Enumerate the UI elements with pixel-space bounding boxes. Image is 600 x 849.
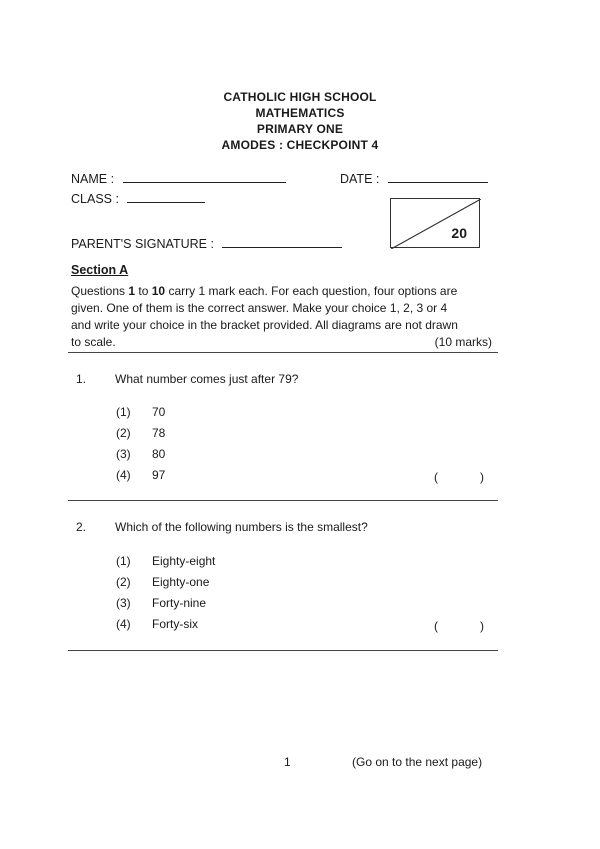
question-text: What number comes just after 79? xyxy=(115,372,299,386)
date-field xyxy=(340,171,488,187)
answer-bracket[interactable] xyxy=(434,619,484,633)
bracket-close: ) xyxy=(480,470,484,484)
class-label: CLASS : xyxy=(71,192,119,206)
instr-bold-end: 10 xyxy=(151,284,166,298)
bracket-open: ( xyxy=(434,619,438,633)
question-text: Which of the following numbers is the smallest? xyxy=(115,520,368,534)
signature-field xyxy=(71,236,342,252)
option-label: (2) xyxy=(116,575,131,589)
section-instructions xyxy=(71,283,496,351)
option-2[interactable] xyxy=(116,575,209,589)
test-title: AMODES : CHECKPOINT 4 xyxy=(221,138,379,152)
date-label: DATE : xyxy=(340,172,380,186)
score-box xyxy=(390,198,480,248)
option-text: Forty-nine xyxy=(152,596,207,610)
school-name: CATHOLIC HIGH SCHOOL xyxy=(223,90,377,104)
class-field xyxy=(71,191,205,207)
instructions-line-1 xyxy=(71,283,496,300)
instr-text: Questions xyxy=(71,284,129,298)
bracket-open: ( xyxy=(434,470,438,484)
answer-bracket[interactable] xyxy=(434,470,484,484)
level-title: PRIMARY ONE xyxy=(256,122,344,136)
option-text: Forty-six xyxy=(152,617,198,631)
option-label: (3) xyxy=(116,596,131,610)
option-text: Eighty-eight xyxy=(152,554,216,568)
option-1[interactable] xyxy=(116,405,165,419)
question-number: 2. xyxy=(76,520,87,534)
divider xyxy=(68,650,498,651)
section-marks: (10 marks) xyxy=(434,335,492,349)
option-text: Eighty-one xyxy=(152,575,210,589)
class-blank[interactable] xyxy=(127,191,205,203)
instructions-line-4: to scale. xyxy=(71,335,116,349)
instructions-line-3: and write your choice in the bracket provided. All diagrams are not drawn xyxy=(71,318,458,332)
option-label: (4) xyxy=(116,617,131,631)
divider xyxy=(68,352,498,353)
date-blank[interactable] xyxy=(388,171,488,183)
instr-bold-start: 1 xyxy=(128,284,136,298)
option-label: (3) xyxy=(116,447,131,461)
exam-header xyxy=(0,89,600,153)
instructions-line-2: given. One of them is the correct answer. Make your choice 1, 2, 3 or 4 xyxy=(71,301,448,315)
option-4[interactable] xyxy=(116,617,198,631)
option-2[interactable] xyxy=(116,426,165,440)
page-number: 1 xyxy=(284,755,291,769)
option-label: (1) xyxy=(116,405,131,419)
name-blank[interactable] xyxy=(123,171,286,183)
divider xyxy=(68,500,498,501)
continue-note: (Go on to the next page) xyxy=(352,755,483,769)
option-text: 78 xyxy=(152,426,166,440)
signature-blank[interactable] xyxy=(222,236,342,248)
question-number: 1. xyxy=(76,372,87,386)
name-label: NAME : xyxy=(71,172,115,186)
option-4[interactable] xyxy=(116,468,165,482)
option-3[interactable] xyxy=(116,596,206,610)
name-field xyxy=(71,171,286,187)
instr-text: carry 1 mark each. For each question, four options are xyxy=(165,284,458,298)
signature-label: PARENT'S SIGNATURE : xyxy=(71,237,214,251)
option-1[interactable] xyxy=(116,554,215,568)
option-text: 97 xyxy=(152,468,166,482)
section-title: Section A xyxy=(71,263,129,277)
instr-text: to xyxy=(135,284,152,298)
bracket-close: ) xyxy=(480,619,484,633)
option-label: (2) xyxy=(116,426,131,440)
option-text: 70 xyxy=(152,405,166,419)
option-label: (4) xyxy=(116,468,131,482)
option-text: 80 xyxy=(152,447,166,461)
score-diagonal xyxy=(391,199,481,249)
option-label: (1) xyxy=(116,554,131,568)
score-total: 20 xyxy=(451,225,467,241)
subject-title: MATHEMATICS xyxy=(255,106,345,120)
option-3[interactable] xyxy=(116,447,165,461)
